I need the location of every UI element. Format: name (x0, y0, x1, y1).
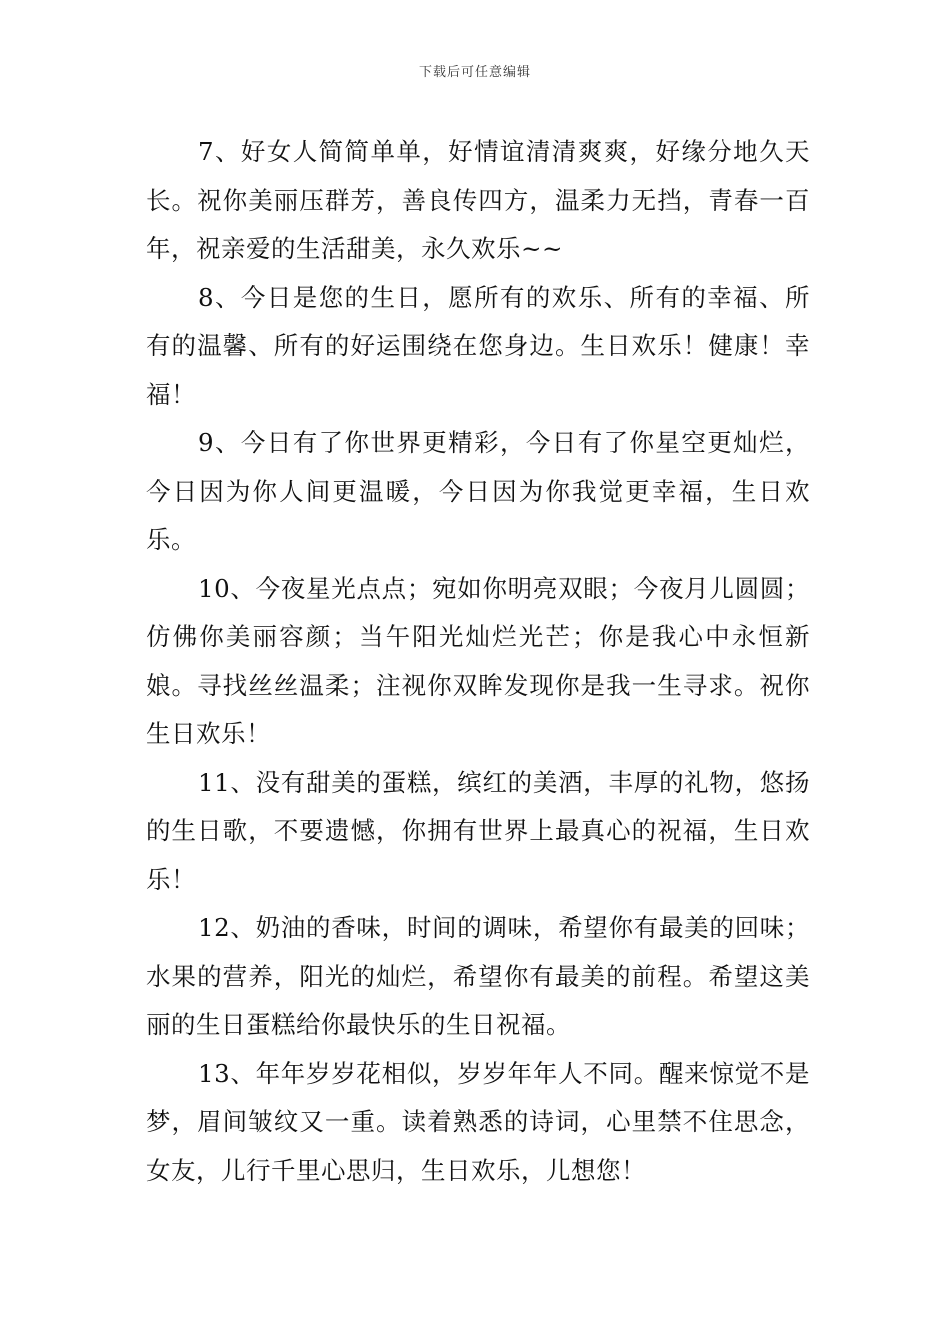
page-header: 下载后可任意编辑 (418, 65, 531, 80)
paragraph-7: 7、好女人简简单单，好情谊清清爽爽，好缘分地久天长。祝你美丽压群芳，善良传四方，温柔力无挡，青春一百年，祝亲爱的生活甜美，永久欢乐~~ (146, 137, 810, 263)
paragraph-9: 9、今日有了你世界更精彩，今日有了你星空更灿烂，今日因为你人间更温暖，今日因为你我觉更幸福，生日欢乐。 (146, 428, 810, 554)
document-body (146, 128, 810, 1195)
paragraph-12: 12、奶油的香味，时间的调味，希望你有最美的回味；水果的营养，阳光的灿烂，希望你有最美的前程。希望这美丽的生日蛋糕给你最快乐的生日祝福。 (146, 913, 810, 1039)
paragraph-13: 13、年年岁岁花相似，岁岁年年人不同。醒来惊觉不是梦，眉间皱纹又一重。读着熟悉的诗词，心里禁不住思念，女友，儿行千里心思归，生日欢乐，儿想您！ (146, 1058, 810, 1185)
paragraph-11: 11、没有甜美的蛋糕，缤红的美酒，丰厚的礼物，悠扬的生日歌，不要遗憾，你拥有世界上最真心的祝福，生日欢乐！ (146, 767, 810, 894)
paragraph-10: 10、今夜星光点点；宛如你明亮双眼；今夜月儿圆圆；仿佛你美丽容颜；当午阳光灿烂光芒；你是我心中永恒新娘。寻找丝丝温柔；注视你双眸发现你是我一生寻求。祝你生日欢乐！ (146, 573, 810, 748)
paragraph-8: 8、今日是您的生日，愿所有的欢乐、所有的幸福、所有的温馨、所有的好运围绕在您身边。生日欢乐！健康！幸福！ (146, 282, 810, 409)
